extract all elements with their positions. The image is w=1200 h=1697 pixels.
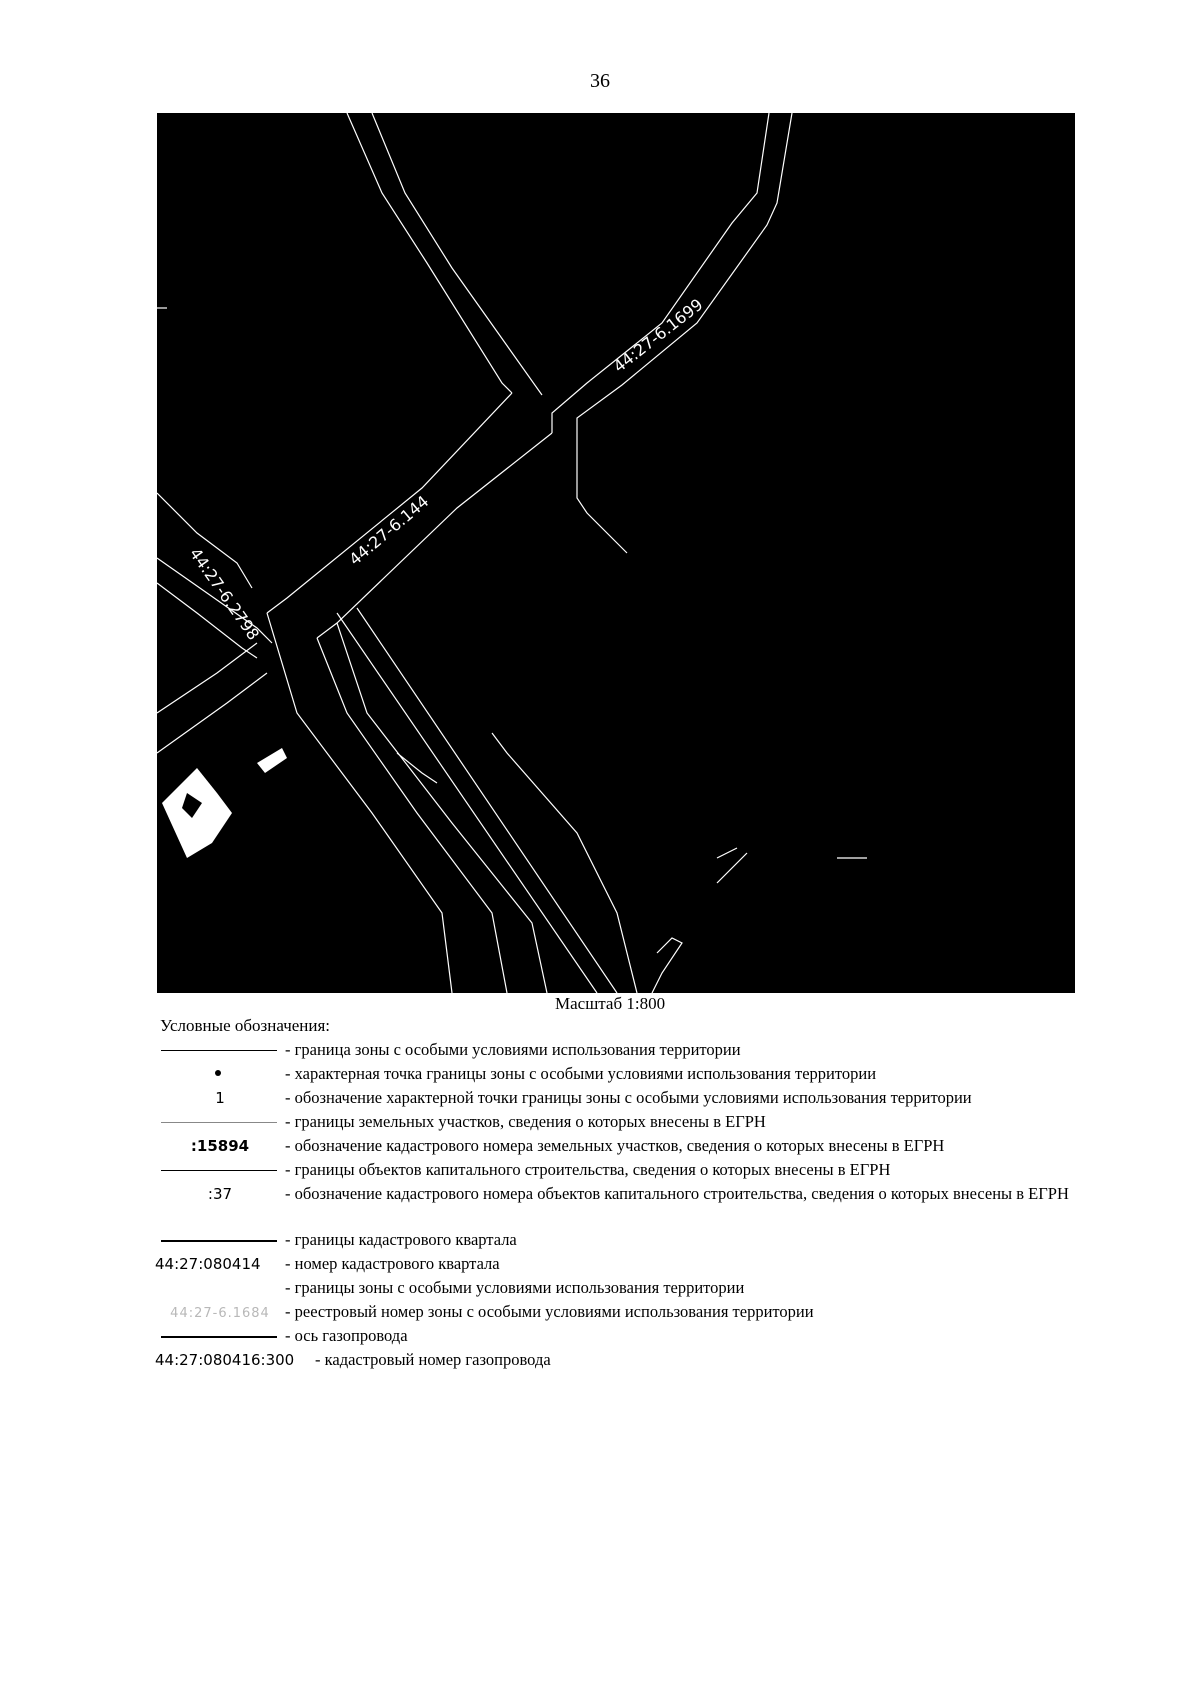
building-boundary-symbol bbox=[155, 1158, 285, 1182]
legend-item: - характерная точка границы зоны с особыми условиями использования территории bbox=[155, 1062, 1075, 1086]
legend-item: - границы земельных участков, сведения о которых внесены в ЕГРН bbox=[155, 1110, 1075, 1134]
point-symbol bbox=[155, 1062, 285, 1086]
legend bbox=[155, 1038, 1075, 1372]
quarter-number-symbol: 44:27:080414 bbox=[155, 1255, 261, 1273]
legend-item: :15894 - обозначение кадастрового номера земельных участков, сведения о которых внесены в ЕГРН bbox=[190, 1136, 945, 1155]
map-scale: Масштаб 1:800 bbox=[555, 994, 666, 1013]
legend-title: Условные обозначения: bbox=[160, 1016, 331, 1035]
parcel-number-symbol: :15894 bbox=[190, 1137, 250, 1155]
legend-item: :37 - обозначение кадастрового номера объектов капитального строительства, сведения о которых внесены в ЕГРН bbox=[207, 1184, 1069, 1203]
page-number: 36 bbox=[590, 70, 610, 92]
legend-item: 44:27:080414 - номер кадастрового квартала bbox=[155, 1254, 500, 1273]
legend-item: - границы объектов капитального строительства, сведения о которых внесены в ЕГРН bbox=[155, 1158, 1075, 1182]
pipeline-axis-symbol bbox=[155, 1324, 285, 1348]
legend-item: - граница зоны с особыми условиями использования территории bbox=[155, 1038, 1075, 1062]
zone-label-1699: 44:27-6.1699 bbox=[609, 294, 707, 377]
legend-item: 1 - обозначение характерной точки границы зоны с особыми условиями использования территории bbox=[215, 1088, 972, 1107]
zone-registry-number-symbol: 44:27-6.1684 bbox=[170, 1306, 270, 1321]
legend-item: - ось газопровода bbox=[155, 1324, 1075, 1348]
legend-item: 44:27-6.1684 - реестровый номер зоны с особыми условиями использования территории bbox=[170, 1302, 814, 1321]
zone-boundary-symbol-2 bbox=[155, 1276, 285, 1300]
parcel-boundary-symbol bbox=[155, 1110, 285, 1134]
building-number-symbol: :37 bbox=[207, 1185, 233, 1203]
quarter-boundary-symbol bbox=[155, 1228, 285, 1252]
pipeline-number-symbol: 44:27:080416:300 bbox=[155, 1351, 295, 1369]
zone-label-144: 44:27-6.144 bbox=[345, 491, 433, 570]
legend-item: 44:27:080416:300 - кадастровый номер газопровода bbox=[155, 1350, 551, 1369]
zone-label-2798: 44:27-6.2798 bbox=[185, 544, 264, 644]
point-number-symbol: 1 bbox=[215, 1089, 225, 1107]
cadastral-map[interactable] bbox=[157, 113, 1075, 993]
zone-boundary-symbol bbox=[155, 1038, 285, 1062]
legend-item: - границы зоны с особыми условиями использования территории bbox=[155, 1276, 1075, 1300]
parcel-label-12: 12 bbox=[194, 737, 219, 762]
legend-item: - границы кадастрового квартала bbox=[155, 1228, 1075, 1252]
